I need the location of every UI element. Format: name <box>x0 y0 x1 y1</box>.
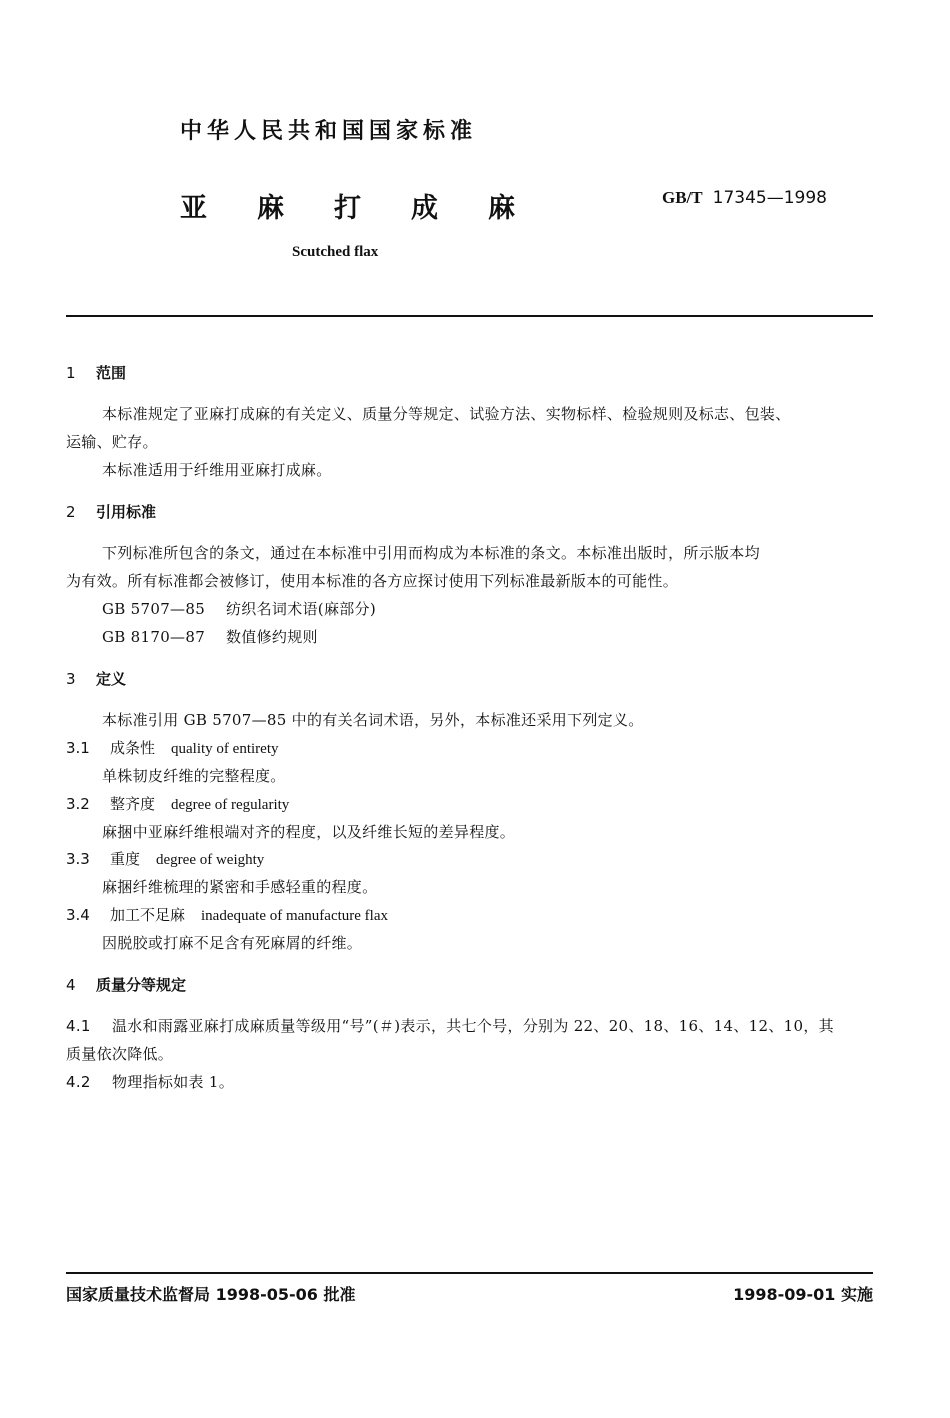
standard-code-prefix: GB/T <box>662 188 703 207</box>
section-2-para1-line2: 为有效。所有标准都会被修订，使用本标准的各方应探讨使用下列标准最新版本的可能性。 <box>66 572 679 590</box>
section-3-heading <box>66 668 126 689</box>
term-en: degree of regularity <box>171 797 290 813</box>
section-2-heading <box>66 501 156 522</box>
term-en: inadequate of manufacture flax <box>201 908 389 924</box>
term-number: 3.3 <box>66 850 90 868</box>
section-number: 1 <box>66 364 76 382</box>
section-number: 4 <box>66 976 76 994</box>
section-4-item2 <box>66 1071 234 1092</box>
item-text: 温水和雨露亚麻打成麻质量等级用“号”(＃)表示，共七个号，分别为 22、20、18、16、14、12、10，其 <box>112 1017 834 1035</box>
header-divider <box>66 315 873 317</box>
term-definition: 麻捆中亚麻纤维根端对齐的程度，以及纤维长短的差异程度。 <box>102 823 516 841</box>
term-definition: 因脱胶或打麻不足含有死麻屑的纤维。 <box>102 934 363 952</box>
title-char: 打 <box>334 193 361 224</box>
term-number: 3.4 <box>66 906 90 924</box>
section-4-item1-line2: 质量依次降低。 <box>66 1045 174 1063</box>
definition-term <box>66 904 388 925</box>
term-zh: 重度 <box>110 850 141 868</box>
approval-date: 国家质量技术监督局 1998-05-06 批准 <box>66 1285 356 1304</box>
term-number: 3.1 <box>66 739 90 757</box>
section-1-para1-line1: 本标准规定了亚麻打成麻的有关定义、质量分等规定、试验方法、实物标样、检验规则及标志、包装、 <box>102 405 791 423</box>
reference-item <box>102 626 318 647</box>
term-zh: 成条性 <box>110 739 156 757</box>
term-en: degree of weighty <box>156 852 265 868</box>
standard-code <box>662 188 827 208</box>
term-definition: 麻捆纤维梳理的紧密和手感轻重的程度。 <box>102 878 378 896</box>
reference-name: 数值修约规则 <box>226 628 318 646</box>
item-number: 4.2 <box>66 1073 91 1091</box>
section-1-heading <box>66 362 126 383</box>
effective-date: 1998-09-01 实施 <box>733 1285 873 1304</box>
term-zh: 整齐度 <box>110 795 156 813</box>
section-3-intro: 本标准引用 GB 5707—85 中的有关名词术语，另外，本标准还采用下列定义。 <box>102 711 644 729</box>
section-1-para1-line2: 运输、贮存。 <box>66 433 158 451</box>
section-title: 范围 <box>96 364 127 382</box>
item-text: 物理指标如表 1。 <box>112 1073 235 1091</box>
term-en: quality of entirety <box>171 741 279 757</box>
item-number: 4.1 <box>66 1017 91 1035</box>
english-title: Scutched flax <box>292 244 379 260</box>
term-zh: 加工不足麻 <box>110 906 186 924</box>
section-title: 质量分等规定 <box>96 976 187 994</box>
footer-divider <box>66 1272 873 1274</box>
title-char: 成 <box>411 193 438 224</box>
section-title: 引用标准 <box>96 503 157 521</box>
definition-term <box>66 793 289 814</box>
reference-item <box>102 598 376 619</box>
reference-code: GB 8170—87 <box>102 628 206 646</box>
section-title: 定义 <box>96 670 127 688</box>
definition-term <box>66 737 278 758</box>
section-number: 3 <box>66 670 76 688</box>
section-1-para2: 本标准适用于纤维用亚麻打成麻。 <box>102 461 332 479</box>
definition-term <box>66 848 264 869</box>
title-char: 麻 <box>257 193 284 224</box>
reference-code: GB 5707—85 <box>102 600 206 618</box>
title-char: 麻 <box>488 193 515 224</box>
term-definition: 单株韧皮纤维的完整程度。 <box>102 767 286 785</box>
document-title <box>180 186 565 225</box>
title-char: 亚 <box>180 193 207 224</box>
section-4-item1-line1 <box>66 1015 834 1036</box>
term-number: 3.2 <box>66 795 90 813</box>
section-4-heading <box>66 974 186 995</box>
standard-type-heading: 中华人民共和国国家标准 <box>180 119 478 144</box>
standard-code-number: 17345—1998 <box>712 188 827 208</box>
section-2-para1-line1: 下列标准所包含的条文，通过在本标准中引用而构成为本标准的条文。本标准出版时，所示版本均 <box>102 544 760 562</box>
section-number: 2 <box>66 503 76 521</box>
reference-name: 纺织名词术语(麻部分) <box>226 600 377 618</box>
